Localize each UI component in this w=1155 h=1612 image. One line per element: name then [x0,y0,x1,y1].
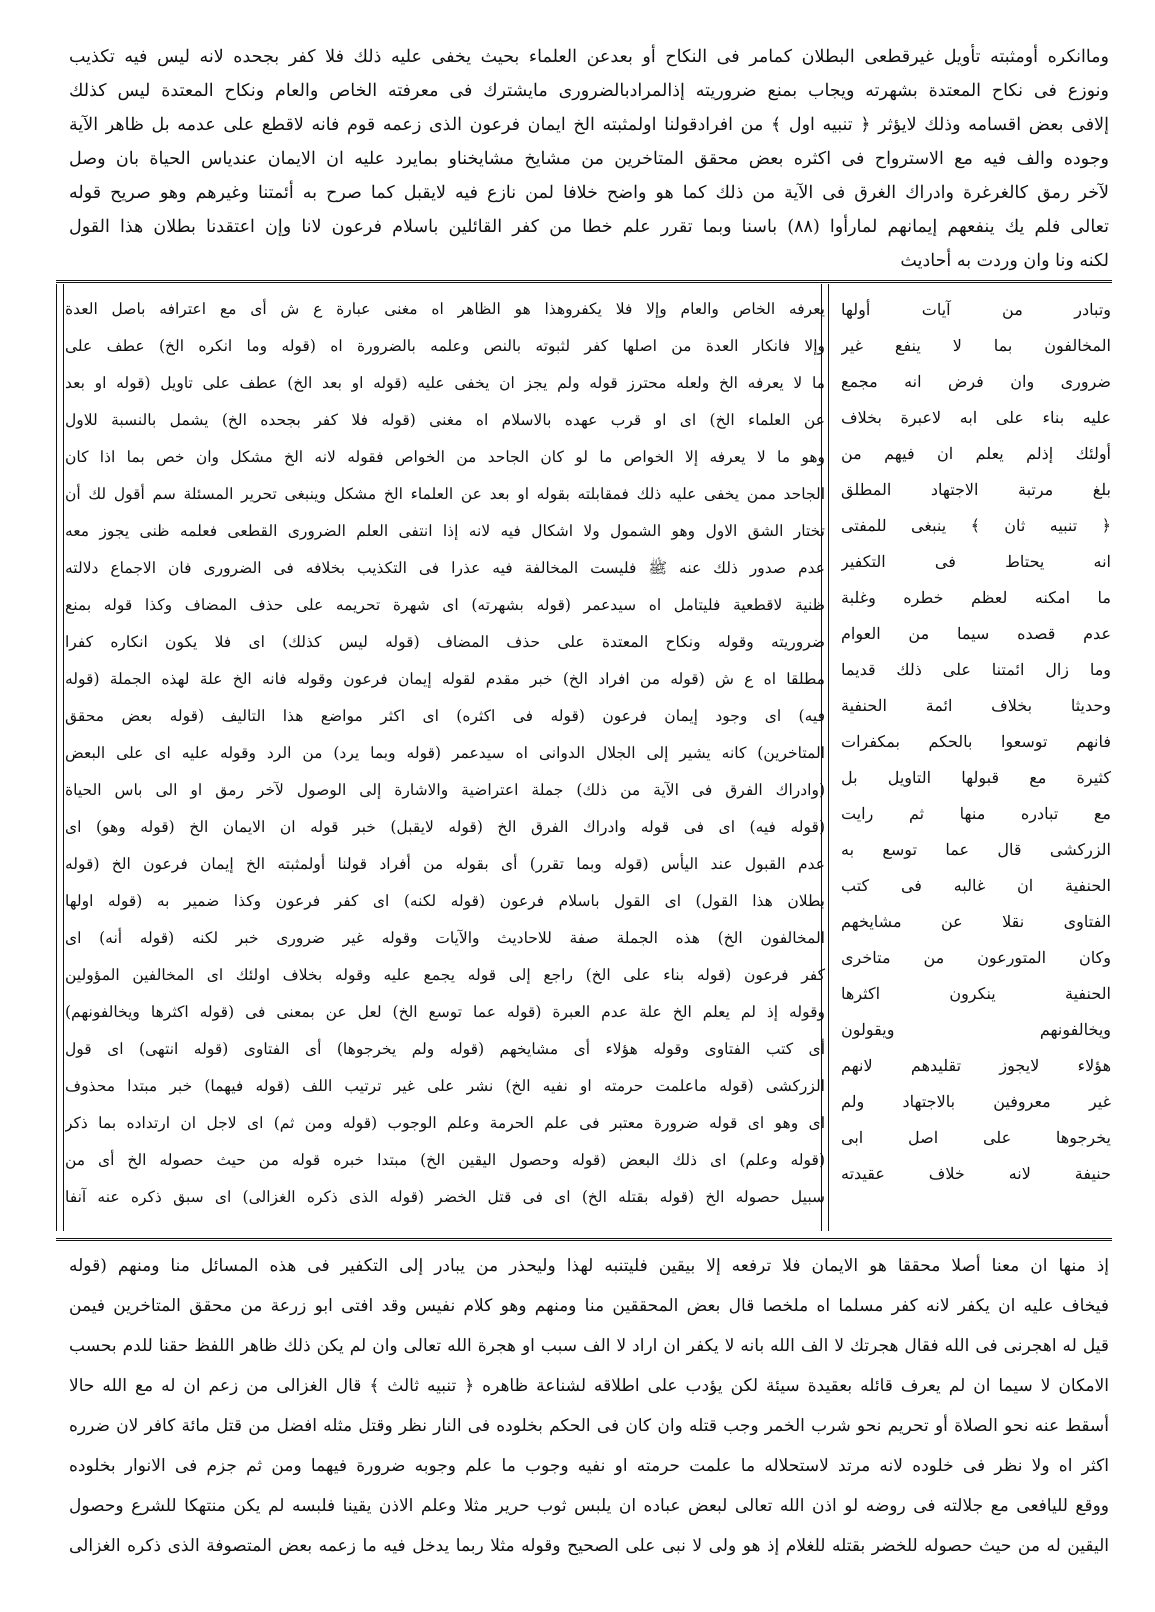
text-line: اليقين له من حيث حصوله للخضر بقتله للغلام إذ هو ولى لا نبى على الصحيح وقوله مثلا ربما يدخل فيه ما زعمه بعض المتصوفة الذى ذكره الغزالى [69,1536,1109,1556]
side-line: مع تبادره منها ثم رايت [841,804,1111,823]
commentary-line: ما لا يعرفه الخ ولعله محترز قوله ولم يجز ان يخفى عليه (قوله او بعد الخ) عطف على تاويل (قوله او بعد [65,374,825,392]
side-line: فانهم توسعوا بالحكم بمكفرات [841,732,1111,751]
text-line: ووقع لليافعى مع جلالته فى روضه لو اذن الله تعالى لبعض عباده ان يلبس ثوب حرير مثلا وعلم الاذن يقينا فلبسه لم يكن منتهكا للشرع وحصول [69,1496,1109,1516]
commentary-line: وإلا فانكار العدة من اصلها كفر لثبوته بالنص وعلمه بالضرورة اه (قوله وما انكره الخ) عطف على [65,337,825,355]
side-line: كثيرة مع قبولها التاويل بل [841,768,1111,787]
side-line: أولئك إذلم يعلم ان فيهم من [841,444,1111,463]
side-line: ويخالفونهم ويقولون [841,1020,1111,1039]
side-line: عليه بناء على ابه لاعبرة بخلاف [841,408,1111,427]
side-line: ضرورى وان فرض انه مجمع [841,372,1111,391]
text-line: قيل له اهجرنى فى الله فقال هجرتك لا الف الله بانه لا يكفر ان اراد لا الف سبب او هجرة الله تعالى وان لم يكن ذلك ظاهر اللفظ حقنا للدم بحسب [69,1336,1109,1356]
text-line: إذ منها ان معنا أصلا محققا هو الايمان فلا ترفعه إلا بيقين فليتنبه لهذا وليحذر من يبادر إلى التكفير فى هذه المسائل منا ومنهم (قوله [69,1256,1109,1276]
commentary-line: (قوله وعلم) اى ذلك البعض (قوله وحصول اليقين الخ) مبتدا خبره قوله من حيث حصوله الخ أى من [65,1151,825,1169]
text-line: تعالى فلم يك ينفعهم إيمانهم لمارأوا (٨٨) باسنا وبما تقرر علم خطا من كفر القائلين باسلام فرعون لانا وإن اعتقدنا بطلان هذا القول [69,217,1109,237]
commentary-line: ضروريته وقوله ونكاح المعتدة على حذف المضاف (قوله ليس كذلك) اى فلا يكون انكاره كفرا [65,633,825,651]
commentary-line: أى كتب الفتاوى وقوله هؤلاء أى مشايخهم (قوله ولم يخرجوها) أى الفتاوى (قوله انتهى) اى قول [65,1040,825,1058]
side-line: ما امكنه لعظم خطره وغلبة [841,588,1111,607]
side-line: حنيفة لانه خلاف عقيدته [841,1164,1111,1183]
commentary-line: تختار الشق الاول وهو الشمول ولا اشكال فيه لانه إذا انتفى العلم الضرورى القطعى فعلمه ظنى يجوز معه [65,522,825,540]
commentary-line: يعرفه الخاص والعام وإلا فلا يكفروهذا هو الظاهر اه مغنى عبارة ع ش أى مع اعترافه باصل العدة [65,300,825,318]
side-line: وتبادر من آيات أولها [841,300,1111,319]
commentary-line: وقوله إذ لم يعلم الخ علة عدم العبرة (قوله عما توسع الخ) لعل عن بمعنى فى (قوله اكثرها ويخالفونهم) [65,1003,825,1021]
text-line: وجوده والف فيه مع الاسترواح فى اكثره بعض محقق المتاخرين من مشايخ مشايخناو بمايرد عليه ان الايمان عندياس الحياة بان وصل [69,149,1109,169]
side-line: بلغ مرتبة الاجتهاد المطلق [841,480,1111,499]
commentary-line: (وادراك الفرق فى الآية من ذلك) جملة اعتراضية والاشارة إلى الوصول لآخر رمق او الى باس الحياة [65,781,825,799]
commentary-line: كفر فرعون (قوله بناء على الخ) راجع إلى قوله يجمع عليه وقوله بخلاف اولئك اى المخالفين المؤولين [65,966,825,984]
side-line: غير معروفين بالاجتهاد ولم [841,1092,1111,1111]
commentary-line: المخالفون الخ) هذه الجملة صفة للاحاديث والآيات وقوله غير ضرورى خبر لكنه (قوله أنه) اى [65,929,825,947]
commentary-line: (قوله فيه) اى فى قوله وادراك الفرق الخ (قوله لايقبل) خبر قوله ان الايمان الخ (قوله وهو) اى [65,818,825,836]
commentary-line: ظنية لاقطعية فليتامل اه سيدعمر (قوله بشهرته) اى شهرة تحريمه على حذف المضاف وكذا قوله بمنع [65,596,825,614]
commentary-line: المتاخرين) كانه يشير إلى الجلال الدوانى اه سيدعمر (قوله وبما يرد) من الرد وقوله عليه اى على البعض [65,744,825,762]
commentary-line: عدم القبول عند اليأس (قوله وبما تقرر) أى بقوله من أفراد قولنا أولمثبته الخ إيمان فرعون الخ (قوله [65,855,825,873]
side-line: وكان المتورعون من متاخرى [841,948,1111,967]
side-line: وحديثا بخلاف ائمة الحنفية [841,696,1111,715]
commentary-line: بطلان هذا القول) اى القول باسلام فرعون (قوله لكنه) اى كفر فرعون وكذا ضمير به (قوله اولها [65,892,825,910]
text-line: وماانكره أومثبته تأويل غيرقطعى البطلان كمامر فى النكاح أو بعدعن العلماء بحيث يخفى عليه ذلك فلا كفر بجحده لانه ليس فيه تكذيب [69,47,1109,67]
frame-left-rule [56,284,64,1231]
commentary-line: الجاحد ممن يخفى عليه ذلك فمقابلته بقوله او بعد عن العلماء الخ مشكل وينبغى تحرير المسئلة سم أقول لك أن [65,485,825,503]
side-line: هؤلاء لايجوز تقليدهم لانهم [841,1056,1111,1075]
side-line: الحنفية ان غالبه فى كتب [841,876,1111,895]
side-line: عدم قصده سيما من العوام [841,624,1111,643]
commentary-line: وهو ما لا يعرفه إلا الخواص ما لو كان الجاحد من الخواص فقوله لانه الخ مشكل وان خص بما اذا كان [65,448,825,466]
commentary-line: الزركشى (قوله ماعلمت حرمته او نفيه الخ) نشر على غير ترتيب اللف (قوله فيهما) خبر مبتدا محذوف [65,1077,825,1095]
commentary-line: سبيل حصوله الخ (قوله بقتله الخ) اى فى قتل الخضر (قوله الذى ذكره الغزالى) اى سبق ذكره عنه آنفا [65,1188,825,1206]
text-line: لكنه ونا وان وردت به أحاديث [900,251,1109,271]
text-line: الامكان لا سيما ان لم يعرف قائله بعقيدة سيئة لكن يؤدب على اطلاقه لشناعة ظاهره ﴿ تنبيه ثالث ﴾ قال الغزالى من زعم ان له مع الله حالا [69,1376,1109,1396]
text-line: فيخاف عليه ان يكفر لانه كفر مسلما اه ملخصا قال بعض المحققين منا ومنهم وهو كلام نفيس وقد افتى ابو زرعة من محقق المتاخرين فيمن [69,1296,1109,1316]
side-line: ﴿ تنبيه ثان ﴾ ينبغى للمفتى [841,516,1111,535]
text-line: اكثر اه ولا نظر فى خلوده لانه مرتد لاستحلاله ما علمت حرمته او نفيه وجوب ما علم وجوبه ضرورة فيهما ومن ثم جزم فى الانوار بخلوده [69,1456,1109,1476]
side-line: يخرجوها على اصل ابى [841,1128,1111,1147]
commentary-line: مطلقا اه ع ش (قوله من افراد الخ) خبر مقدم لقوله إيمان فرعون وقوله فانه الخ علة لهذه الجملة (قوله [65,670,825,688]
text-line: أسقط عنه نحو الصلاة أو تحريم نحو شرب الخمر وجب قتله وان كان فى الحكم بخلوده فى النار نظر وقتل مثله افضل من قتل مائة كافر لان ضرره [69,1416,1109,1436]
text-line: إلافى بعض اقسامه وذلك لايؤثر ﴿ تنبيه اول ﴾ من افرادقولنا اولمثبته الخ ايمان فرعون الذى زعمه قوم فانه لاقطع على عدمه بل ظاهر الآية [69,115,1109,135]
side-line: الفتاوى نقلا عن مشايخهم [841,912,1111,931]
text-line: ونوزع فى نكاح المعتدة بشهرته ويجاب بمنع ضروريته إذالمرادبالضرورى مايشترك فى معرفته الخاص والعام ونكاح المعتدة ليس كذلك [69,81,1109,101]
side-line: انه يحتاط فى التكفير [841,552,1111,571]
commentary-line: عن العلماء الخ) اى او قرب عهده بالاسلام اه مغنى (قوله فلا كفر بجحده الخ) يشمل بالنسبة للاول [65,411,825,429]
side-line: وما زال ائمتنا على ذلك قديما [841,660,1111,679]
text-line: لآخر رمق كالغرغرة وادراك الغرق فى الآية من ذلك كما هو واضح خلافا لمن نازع فيه لايقبل كما صرح به أئمتنا وغيرهم وهو صريح قوله [69,183,1109,203]
side-line: الزركشى قال عما توسع به [841,840,1111,859]
commentary-line: اى وهو اى قوله ضرورة معتبر فى علم الحرمة وعلم الوجوب (قوله ومن ثم) اى لاجل ان ارتداده بما ذكر [65,1114,825,1132]
commentary-line: عدم صدور ذلك عنه ﷺ فليست المخالفة فيه عذرا فى التكذيب بخلافه فى الضرورى فان الاجماع دلالته [65,559,825,577]
side-line: المخالفون بما لا ينفع غير [841,336,1111,355]
commentary-line: فيه) اى وجود إيمان فرعون (قوله فى اكثره) اى اكثر مواضع هذا التاليف (قوله بعض محقق [65,707,825,725]
side-line: الحنفية ينكرون اكثرها [841,984,1111,1003]
